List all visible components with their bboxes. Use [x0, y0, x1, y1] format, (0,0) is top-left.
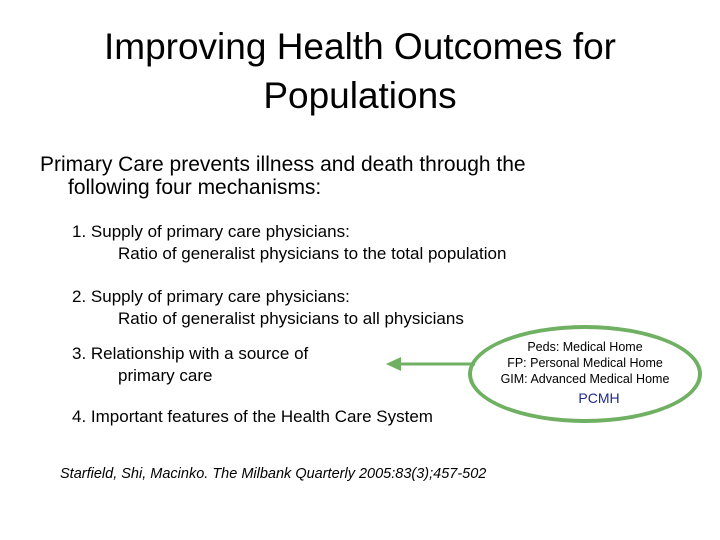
- intro-paragraph: [40, 153, 660, 199]
- list-item-2-sub: Ratio of generalist physicians to all physicians: [118, 309, 464, 328]
- peds-label: Peds: Medical Home: [527, 340, 643, 354]
- pcmh-label: PCMH: [578, 390, 620, 406]
- title-line-2: Populations: [263, 75, 457, 116]
- list-item-3: [72, 343, 308, 387]
- list-item-4-label: 4. Important features of the Health Care System: [72, 407, 433, 426]
- list-item-1: [72, 221, 506, 265]
- gim-label: GIM: Advanced Medical Home: [500, 372, 670, 386]
- arrow-head-icon: [386, 357, 401, 371]
- list-item-1-sub: Ratio of generalist physicians to the total population: [118, 244, 507, 263]
- list-item-1-label: 1. Supply of primary care physicians:: [72, 222, 350, 241]
- list-item-2-label: 2. Supply of primary care physicians:: [72, 287, 350, 306]
- citation: Starfield, Shi, Macinko. The Milbank Quarterly 2005:83(3);457-502: [60, 466, 487, 482]
- intro-line-2: following four mechanisms:: [68, 176, 322, 199]
- list-item-3-sub: primary care: [118, 366, 213, 385]
- list-item-4: [72, 406, 433, 428]
- medical-home-labels: [468, 339, 702, 387]
- fp-label: FP: Personal Medical Home: [507, 356, 663, 370]
- slide-title: [0, 22, 720, 120]
- list-item-3-label: 3. Relationship with a source of: [72, 344, 309, 363]
- title-line-1: Improving Health Outcomes for: [103, 26, 617, 67]
- intro-line-1: Primary Care prevents illness and death through the: [40, 153, 526, 176]
- list-item-2: [72, 286, 464, 330]
